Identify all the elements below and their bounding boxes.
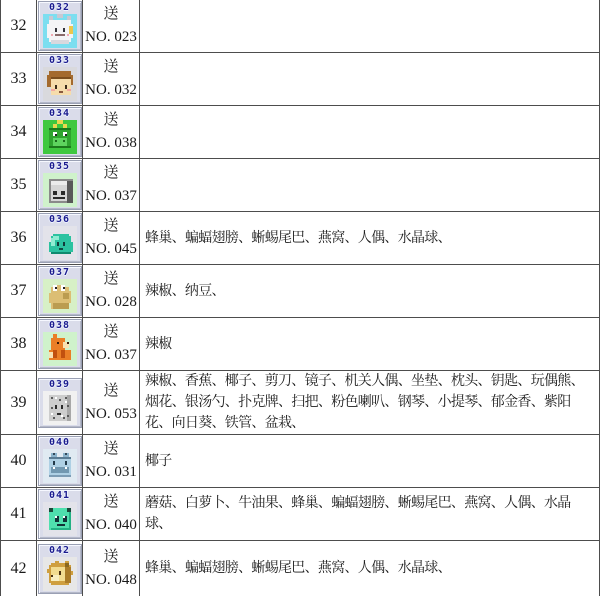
items-cell [140,541,600,596]
gift-label: 送 [103,324,119,340]
gift-label: 送 [103,165,119,181]
row-index-label: 39 [10,393,27,411]
gift-label: 送 [103,382,119,399]
monster-id-badge: 032 [48,2,71,13]
monster-card [38,160,82,210]
table-row [0,265,600,318]
gift-cell [83,541,140,596]
items-list: 蜂巢、蝙蝠翅膀、蜥蜴尾巴、燕窝、人偶、水晶球、 [145,561,451,576]
table-row [0,541,600,596]
gift-number: NO. 040 [85,517,137,533]
teal-slime-icon [43,226,77,260]
monster-card [38,266,82,316]
monster-card [38,54,82,104]
gift-number: NO. 048 [85,571,137,588]
blue-hippo-icon [43,449,77,483]
monster-card [38,489,82,539]
items-list: 辣椒 [145,336,172,352]
row-index-label: 37 [10,282,27,299]
mint-square-creature-icon [43,502,77,536]
items-cell [140,159,600,211]
table-row [0,435,600,488]
row-index-label: 41 [10,505,27,522]
gift-label: 送 [103,271,119,287]
items-cell [140,265,600,317]
brown-haired-monkey-face-icon [43,67,77,101]
items-list: 辣椒、纳豆、 [145,283,225,299]
monster-icon-cell [37,212,83,264]
items-list: 辣椒、香蕉、椰子、剪刀、镜子、机关人偶、坐垫、枕头、钥匙、玩偶熊、烟花、银汤勺、扑克牌、扫把、粉色喇叭、钢琴、小提琴、郁金香、紫阳花、向日葵、铁管、盆栽、 [145,374,584,431]
gift-cell [83,159,140,211]
items-cell [140,488,600,540]
row-index-label: 32 [10,17,27,34]
tan-owl-blob-icon [43,279,77,313]
row-index [0,106,37,158]
row-index [0,265,37,317]
monster-icon-cell [37,318,83,370]
row-index-label: 35 [10,176,27,193]
gift-number: NO. 031 [85,464,137,480]
row-index-label: 40 [10,452,27,469]
gift-label: 送 [103,494,119,510]
monster-icon-cell [37,106,83,158]
monster-card [38,1,82,51]
gray-radio-robot-icon [43,173,77,207]
monster-id-badge: 041 [48,490,71,501]
gift-cell [83,318,140,370]
row-index [0,488,37,540]
gift-cell [83,212,140,264]
gift-cell [83,0,140,52]
gift-number: NO. 028 [85,294,137,310]
gift-cell [83,265,140,317]
table-row [0,212,600,265]
monster-card [38,213,82,263]
monster-id-badge: 033 [48,55,71,66]
gift-cell [83,488,140,540]
gift-number: NO. 023 [85,29,137,45]
monster-card [38,544,82,594]
row-index [0,371,37,434]
monster-id-badge: 040 [48,437,71,448]
gift-label: 送 [103,218,119,234]
gift-number: NO. 045 [85,241,137,257]
items-cell [140,53,600,105]
monster-id-badge: 036 [48,214,71,225]
monster-card [38,319,82,369]
monster-id-badge: 037 [48,267,71,278]
items-list: 蜂巢、蝙蝠翅膀、蜥蜴尾巴、燕窝、人偶、水晶球、 [145,230,451,246]
green-dragon-icon [43,120,77,154]
gift-cell [83,371,140,434]
items-cell [140,106,600,158]
row-index [0,318,37,370]
monster-id-badge: 038 [48,320,71,331]
gift-number: NO. 032 [85,82,137,98]
monster-card [38,107,82,157]
gift-cell [83,53,140,105]
monster-card [38,378,82,428]
monster-card [38,436,82,486]
gift-number: NO. 038 [85,135,137,151]
golden-lion-cub-icon [43,557,77,591]
items-cell [140,435,600,487]
gift-label: 送 [103,6,119,22]
items-list: 椰子 [145,453,172,469]
items-cell [140,371,600,434]
row-index-label: 38 [10,335,27,352]
monster-id-badge: 042 [48,544,71,556]
gift-cell [83,106,140,158]
items-cell [140,0,600,52]
monster-icon-cell [37,371,83,434]
table-row [0,106,600,159]
row-index-label: 33 [10,70,27,87]
monster-icon-cell [37,53,83,105]
table-row [0,488,600,541]
row-index [0,0,37,52]
items-cell [140,318,600,370]
monster-icon-cell [37,159,83,211]
monster-icon-cell [37,435,83,487]
row-index [0,212,37,264]
monster-icon-cell [37,488,83,540]
table-row [0,318,600,371]
gift-label: 送 [103,59,119,75]
gift-number: NO. 037 [85,188,137,204]
row-index-label: 36 [10,229,27,246]
items-list: 蘑菇、白萝卜、牛油果、蜂巢、蝙蝠翅膀、蜥蜴尾巴、燕窝、人偶、水晶球、 [145,496,571,532]
row-index-label: 42 [10,559,27,577]
gift-cell [83,435,140,487]
row-index [0,541,37,596]
table-row [0,53,600,106]
table-row [0,371,600,435]
gift-label: 送 [103,548,119,565]
gift-label: 送 [103,441,119,457]
monster-id-badge: 034 [48,108,71,119]
orange-fox-icon [43,332,77,366]
monster-id-badge: 039 [48,378,71,390]
table-row [0,0,600,53]
monster-icon-cell [37,265,83,317]
static-tv-face-icon [43,391,77,425]
gift-label: 送 [103,112,119,128]
white-spiky-monster-icon [43,14,77,48]
monster-icon-cell [37,0,83,52]
table-row [0,159,600,212]
monster-id-badge: 035 [48,161,71,172]
items-cell [140,212,600,264]
gift-number: NO. 053 [85,405,137,422]
row-index-label: 34 [10,123,27,140]
monster-icon-cell [37,541,83,596]
row-index [0,435,37,487]
row-index [0,159,37,211]
gift-number: NO. 037 [85,347,137,363]
row-index [0,53,37,105]
